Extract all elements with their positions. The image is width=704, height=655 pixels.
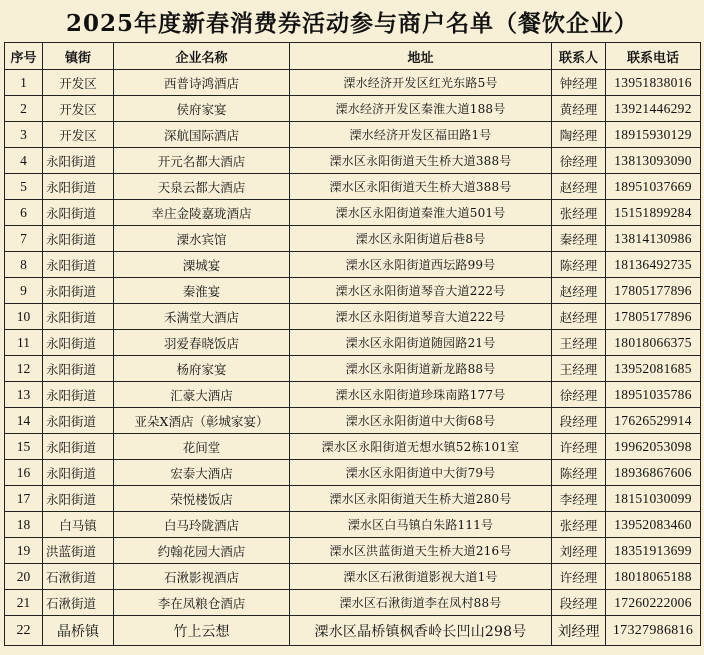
cell-address: 溧水区永阳街道琴音大道222号 — [290, 304, 552, 330]
cell-company: 深航国际酒店 — [114, 122, 290, 148]
cell-phone: 13952081685 — [606, 356, 701, 382]
cell-phone: 17626529914 — [606, 408, 701, 434]
cell-contact: 赵经理 — [552, 304, 606, 330]
cell-no: 22 — [5, 616, 43, 646]
table-row — [5, 590, 701, 616]
cell-phone: 18351913699 — [606, 538, 701, 564]
cell-no: 15 — [5, 434, 43, 460]
cell-phone: 13951838016 — [606, 70, 701, 96]
cell-company: 开元名都大酒店 — [114, 148, 290, 174]
cell-no: 2 — [5, 96, 43, 122]
cell-phone: 18915930129 — [606, 122, 701, 148]
cell-contact: 王经理 — [552, 330, 606, 356]
cell-phone: 17805177896 — [606, 278, 701, 304]
cell-contact: 刘经理 — [552, 538, 606, 564]
cell-no: 5 — [5, 174, 43, 200]
cell-no: 20 — [5, 564, 43, 590]
cell-phone: 13814130986 — [606, 226, 701, 252]
table-row — [5, 330, 701, 356]
cell-address: 溧水区永阳街道西坛路99号 — [290, 252, 552, 278]
cell-no: 1 — [5, 70, 43, 96]
cell-address: 溧水区永阳街道中大街68号 — [290, 408, 552, 434]
cell-phone: 18951037669 — [606, 174, 701, 200]
cell-address: 溧水区白马镇白朱路111号 — [290, 512, 552, 538]
cell-no: 10 — [5, 304, 43, 330]
cell-town: 晶桥镇 — [43, 616, 114, 646]
cell-phone: 18936867606 — [606, 460, 701, 486]
table-row — [5, 460, 701, 486]
table-row — [5, 616, 701, 646]
cell-address: 溧水区永阳街道琴音大道222号 — [290, 278, 552, 304]
table-row — [5, 408, 701, 434]
cell-company: 禾满堂大酒店 — [114, 304, 290, 330]
cell-contact: 段经理 — [552, 408, 606, 434]
cell-town: 永阳街道 — [43, 174, 114, 200]
cell-town: 永阳街道 — [43, 226, 114, 252]
cell-no: 18 — [5, 512, 43, 538]
cell-town: 开发区 — [43, 70, 114, 96]
cell-contact: 张经理 — [552, 200, 606, 226]
cell-company: 竹上云想 — [114, 616, 290, 646]
cell-town: 永阳街道 — [43, 148, 114, 174]
cell-company: 李在凤粮仓酒店 — [114, 590, 290, 616]
cell-town: 白马镇 — [43, 512, 114, 538]
cell-contact: 徐经理 — [552, 148, 606, 174]
table-row — [5, 304, 701, 330]
cell-contact: 陶经理 — [552, 122, 606, 148]
cell-contact: 刘经理 — [552, 616, 606, 646]
cell-address: 溧水区永阳街道中大街79号 — [290, 460, 552, 486]
header-contact: 联系人 — [552, 43, 606, 70]
cell-contact: 秦经理 — [552, 226, 606, 252]
cell-phone: 18136492735 — [606, 252, 701, 278]
cell-contact: 赵经理 — [552, 278, 606, 304]
cell-contact: 张经理 — [552, 512, 606, 538]
cell-address: 溧水区永阳街道新龙路88号 — [290, 356, 552, 382]
cell-address: 溧水经济开发区红光东路5号 — [290, 70, 552, 96]
cell-company: 侯府家宴 — [114, 96, 290, 122]
cell-address: 溧水经济开发区秦淮大道188号 — [290, 96, 552, 122]
cell-town: 永阳街道 — [43, 460, 114, 486]
cell-address: 溧水区永阳街道天生桥大道388号 — [290, 148, 552, 174]
header-company: 企业名称 — [114, 43, 290, 70]
table-row — [5, 252, 701, 278]
table-row — [5, 512, 701, 538]
cell-contact: 许经理 — [552, 564, 606, 590]
cell-town: 石湫街道 — [43, 590, 114, 616]
cell-phone: 13921446292 — [606, 96, 701, 122]
cell-address: 溧水区石湫街道影视大道1号 — [290, 564, 552, 590]
cell-company: 幸庄金陵嘉珑酒店 — [114, 200, 290, 226]
cell-company: 花间堂 — [114, 434, 290, 460]
header-phone: 联系电话 — [606, 43, 701, 70]
cell-town: 永阳街道 — [43, 382, 114, 408]
cell-town: 永阳街道 — [43, 304, 114, 330]
cell-no: 4 — [5, 148, 43, 174]
cell-no: 14 — [5, 408, 43, 434]
cell-phone: 15151899284 — [606, 200, 701, 226]
cell-company: 秦淮宴 — [114, 278, 290, 304]
cell-phone: 13952083460 — [606, 512, 701, 538]
cell-town: 洪蓝街道 — [43, 538, 114, 564]
cell-no: 16 — [5, 460, 43, 486]
header-town: 镇街 — [43, 43, 114, 70]
cell-contact: 赵经理 — [552, 174, 606, 200]
cell-no: 13 — [5, 382, 43, 408]
cell-town: 永阳街道 — [43, 252, 114, 278]
cell-contact: 陈经理 — [552, 252, 606, 278]
cell-phone: 13813093090 — [606, 148, 701, 174]
cell-no: 12 — [5, 356, 43, 382]
cell-phone: 17327986816 — [606, 616, 701, 646]
table-row — [5, 538, 701, 564]
cell-contact: 王经理 — [552, 356, 606, 382]
cell-town: 石湫街道 — [43, 564, 114, 590]
cell-address: 溧水区永阳街道秦淮大道501号 — [290, 200, 552, 226]
cell-no: 7 — [5, 226, 43, 252]
cell-address: 溧水区永阳街道珍珠南路177号 — [290, 382, 552, 408]
cell-company: 荣悦楼饭店 — [114, 486, 290, 512]
cell-address: 溧水区石湫街道李在凤村88号 — [290, 590, 552, 616]
merchant-table — [4, 42, 701, 646]
table-row — [5, 148, 701, 174]
cell-town: 永阳街道 — [43, 486, 114, 512]
cell-phone: 19962053098 — [606, 434, 701, 460]
cell-company: 羽爱春晓饭店 — [114, 330, 290, 356]
cell-no: 6 — [5, 200, 43, 226]
cell-no: 9 — [5, 278, 43, 304]
cell-address: 溧水区永阳街道天生桥大道280号 — [290, 486, 552, 512]
cell-company: 天泉云都大酒店 — [114, 174, 290, 200]
cell-company: 白马玲陇酒店 — [114, 512, 290, 538]
cell-phone: 18951035786 — [606, 382, 701, 408]
cell-phone: 18018065188 — [606, 564, 701, 590]
cell-contact: 徐经理 — [552, 382, 606, 408]
table-row — [5, 382, 701, 408]
table-row — [5, 122, 701, 148]
cell-town: 永阳街道 — [43, 434, 114, 460]
cell-contact: 李经理 — [552, 486, 606, 512]
cell-contact: 段经理 — [552, 590, 606, 616]
cell-phone: 18018066375 — [606, 330, 701, 356]
cell-contact: 陈经理 — [552, 460, 606, 486]
cell-town: 开发区 — [43, 122, 114, 148]
table-row — [5, 200, 701, 226]
cell-company: 溧水宾馆 — [114, 226, 290, 252]
cell-town: 永阳街道 — [43, 200, 114, 226]
cell-no: 21 — [5, 590, 43, 616]
table-row — [5, 356, 701, 382]
cell-address: 溧水区永阳街道无想水镇52栋101室 — [290, 434, 552, 460]
cell-town: 开发区 — [43, 96, 114, 122]
cell-company: 杨府家宴 — [114, 356, 290, 382]
cell-no: 19 — [5, 538, 43, 564]
cell-phone: 17260222006 — [606, 590, 701, 616]
table-row — [5, 96, 701, 122]
table-header-row — [5, 43, 701, 70]
cell-no: 17 — [5, 486, 43, 512]
cell-no: 3 — [5, 122, 43, 148]
cell-address: 溧水区永阳街道后巷8号 — [290, 226, 552, 252]
page-title: 2025年度新春消费券活动参与商户名单（餐饮企业） — [65, 10, 638, 37]
cell-company: 西普诗鸿酒店 — [114, 70, 290, 96]
cell-address: 溧水经济开发区福田路1号 — [290, 122, 552, 148]
header-address: 地址 — [290, 43, 552, 70]
cell-address: 溧水区永阳街道随园路21号 — [290, 330, 552, 356]
table-row — [5, 486, 701, 512]
table-row — [5, 278, 701, 304]
header-no: 序号 — [5, 43, 43, 70]
cell-town: 永阳街道 — [43, 330, 114, 356]
cell-company: 汇豪大酒店 — [114, 382, 290, 408]
cell-contact: 黄经理 — [552, 96, 606, 122]
cell-address: 溧水区永阳街道天生桥大道388号 — [290, 174, 552, 200]
cell-no: 11 — [5, 330, 43, 356]
cell-company: 亚朵X酒店（彰城家宴） — [114, 408, 290, 434]
cell-phone: 17805177896 — [606, 304, 701, 330]
table-body — [5, 70, 701, 646]
cell-town: 永阳街道 — [43, 408, 114, 434]
cell-company: 约翰花园大酒店 — [114, 538, 290, 564]
cell-company: 石湫影视酒店 — [114, 564, 290, 590]
cell-phone: 18151030099 — [606, 486, 701, 512]
table-row — [5, 434, 701, 460]
table-row — [5, 226, 701, 252]
table-row — [5, 70, 701, 96]
cell-contact: 钟经理 — [552, 70, 606, 96]
cell-no: 8 — [5, 252, 43, 278]
table-row — [5, 174, 701, 200]
cell-address: 溧水区晶桥镇枫香岭长凹山298号 — [290, 616, 552, 646]
table-row — [5, 564, 701, 590]
cell-company: 宏泰大酒店 — [114, 460, 290, 486]
cell-address: 溧水区洪蓝街道天生桥大道216号 — [290, 538, 552, 564]
cell-town: 永阳街道 — [43, 356, 114, 382]
cell-contact: 许经理 — [552, 434, 606, 460]
cell-company: 溧城宴 — [114, 252, 290, 278]
cell-town: 永阳街道 — [43, 278, 114, 304]
